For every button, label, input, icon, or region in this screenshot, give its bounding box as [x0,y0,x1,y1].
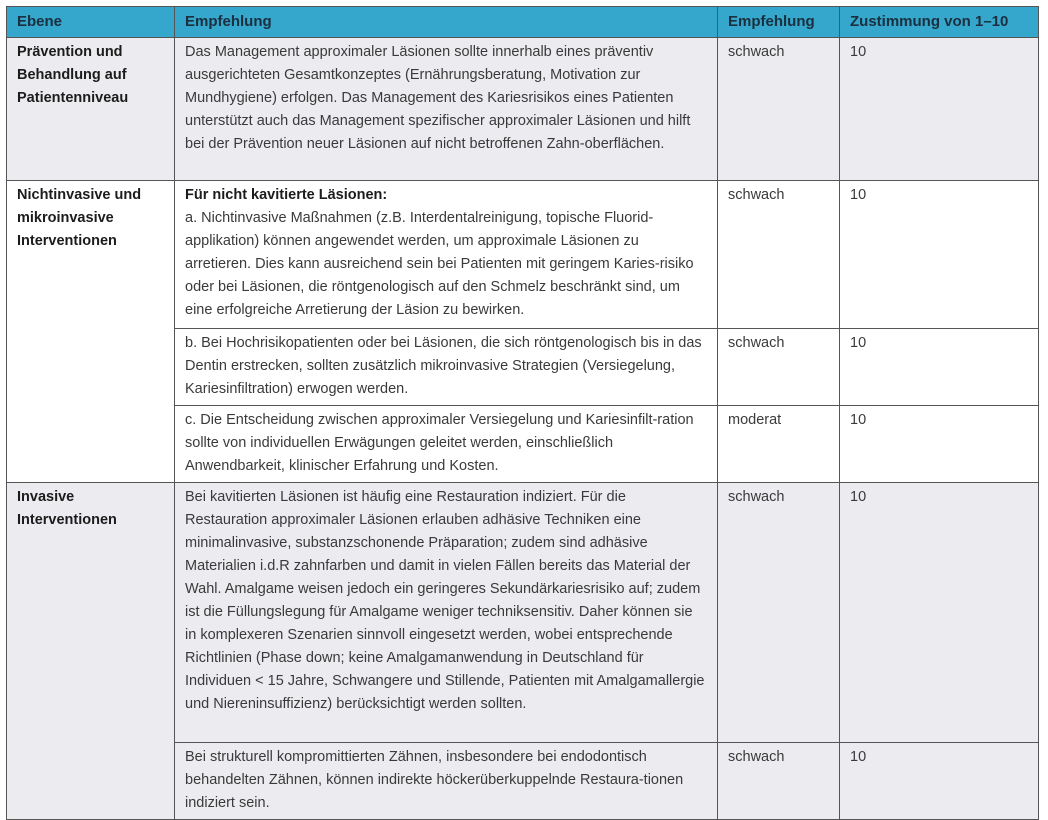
strength-cell: schwach [718,181,840,329]
recommendations-table [6,6,1039,820]
strength-cell: schwach [718,329,840,406]
strength-cell: schwach [718,743,840,820]
recommendation-text: a. Nichtinvasive Maßnahmen (z.B. Interdentalreinigung, topische Fluorid-applikation) können angewendet werden, um approximale Läsionen zu arretieren. Dies kann ausreichend sein bei Patienten mit geringem Karies-risiko oder bei Läsionen, die röntgenologisch auf den Schmelz beschränkt sind, um eine erfolgreiche Arretierung der Läsion zu bewirken. [185,210,694,318]
recommendation-text: b. Bei Hochrisikopatienten oder bei Läsionen, die sich röntgenologisch bis in das Dentin erstrecken, sollten zusätzlich mikroinvasive Strategien (Versiegelung, Kariesinfiltration) erwogen werden. [185,335,702,397]
table-row [7,38,1039,181]
table-header [7,7,1039,38]
strength-cell: moderat [718,406,840,483]
recommendation-text: Bei strukturell kompromittierten Zähnen, insbesondere bei endodontisch behandelten Zähnen, können indirekte höckerüberkuppelnde Restaura-tionen indiziert sein. [185,749,684,811]
header-recommendation-strength: Empfehlung [718,7,840,38]
recommendation-text: Bei kavitierten Läsionen ist häufig eine Restauration indiziert. Für die Restauration approximaler Läsionen erlauben adhäsive Techniken eine minimalinvasive, substanzschonende Präparation; zudem sind adhäsive Materialien i.d.R zahnfarben und damit in vielen Fällen bereits das Material der Wahl. Amalgame weisen jedoch ein geringeres Sekundärkariesrisiko auf; zudem ist die Füllungslegung für Amalgame weniger techniksensitiv. Daher können sie in komplexeren Szenarien sinnvoll eingesetzt werden, wobei entsprechende Richtlinien (Phase down; keine Amalgamanwendung in Deutschland für Individuen < 15 Jahre, Schwangere und Stillende, Patienten mit Amalgamallergie und Niereninsuffizienz) berücksichtigt werden sollten. [185,489,705,712]
recommendation-cell [175,743,718,820]
agreement-cell: 10 [840,406,1039,483]
agreement-cell: 10 [840,38,1039,181]
agreement-cell: 10 [840,743,1039,820]
recommendation-cell [175,483,718,743]
level-cell: Prävention und Behandlung auf Patientenniveau [7,38,175,181]
header-level: Ebene [7,7,175,38]
strength-cell: schwach [718,38,840,181]
recommendation-cell [175,181,718,329]
header-row [7,7,1039,38]
recommendation-cell [175,329,718,406]
strength-cell: schwach [718,483,840,743]
agreement-cell: 10 [840,329,1039,406]
agreement-cell: 10 [840,483,1039,743]
header-agreement: Zustimmung von 1–10 [840,7,1039,38]
recommendation-text: c. Die Entscheidung zwischen approximaler Versiegelung und Kariesinfilt-ration sollte von individuellen Erwägungen geleitet werden, einschließlich Anwendbarkeit, klinischer Erfahrung und Kosten. [185,412,694,474]
table-row [7,181,1039,329]
header-recommendation: Empfehlung [175,7,718,38]
level-cell: Invasive Interventionen [7,483,175,820]
recommendation-cell [175,406,718,483]
recommendation-subheading: Für nicht kavitierte Läsionen: [185,187,388,203]
recommendation-cell [175,38,718,181]
table-row [7,483,1039,743]
level-cell: Nichtinvasive und mikroinvasive Interventionen [7,181,175,483]
recommendation-text: Das Management approximaler Läsionen sollte innerhalb eines präventiv ausgerichteten Gesamtkonzeptes (Ernährungsberatung, Motivation zur Mundhygiene) erfolgen. Das Management des Kariesrisikos eines Patienten unterstützt auch das Management spezifischer approximaler Läsionen und hilft bei der Prävention neuer Läsionen auf nicht betroffenen Zahn-oberflächen. [185,44,691,152]
agreement-cell: 10 [840,181,1039,329]
